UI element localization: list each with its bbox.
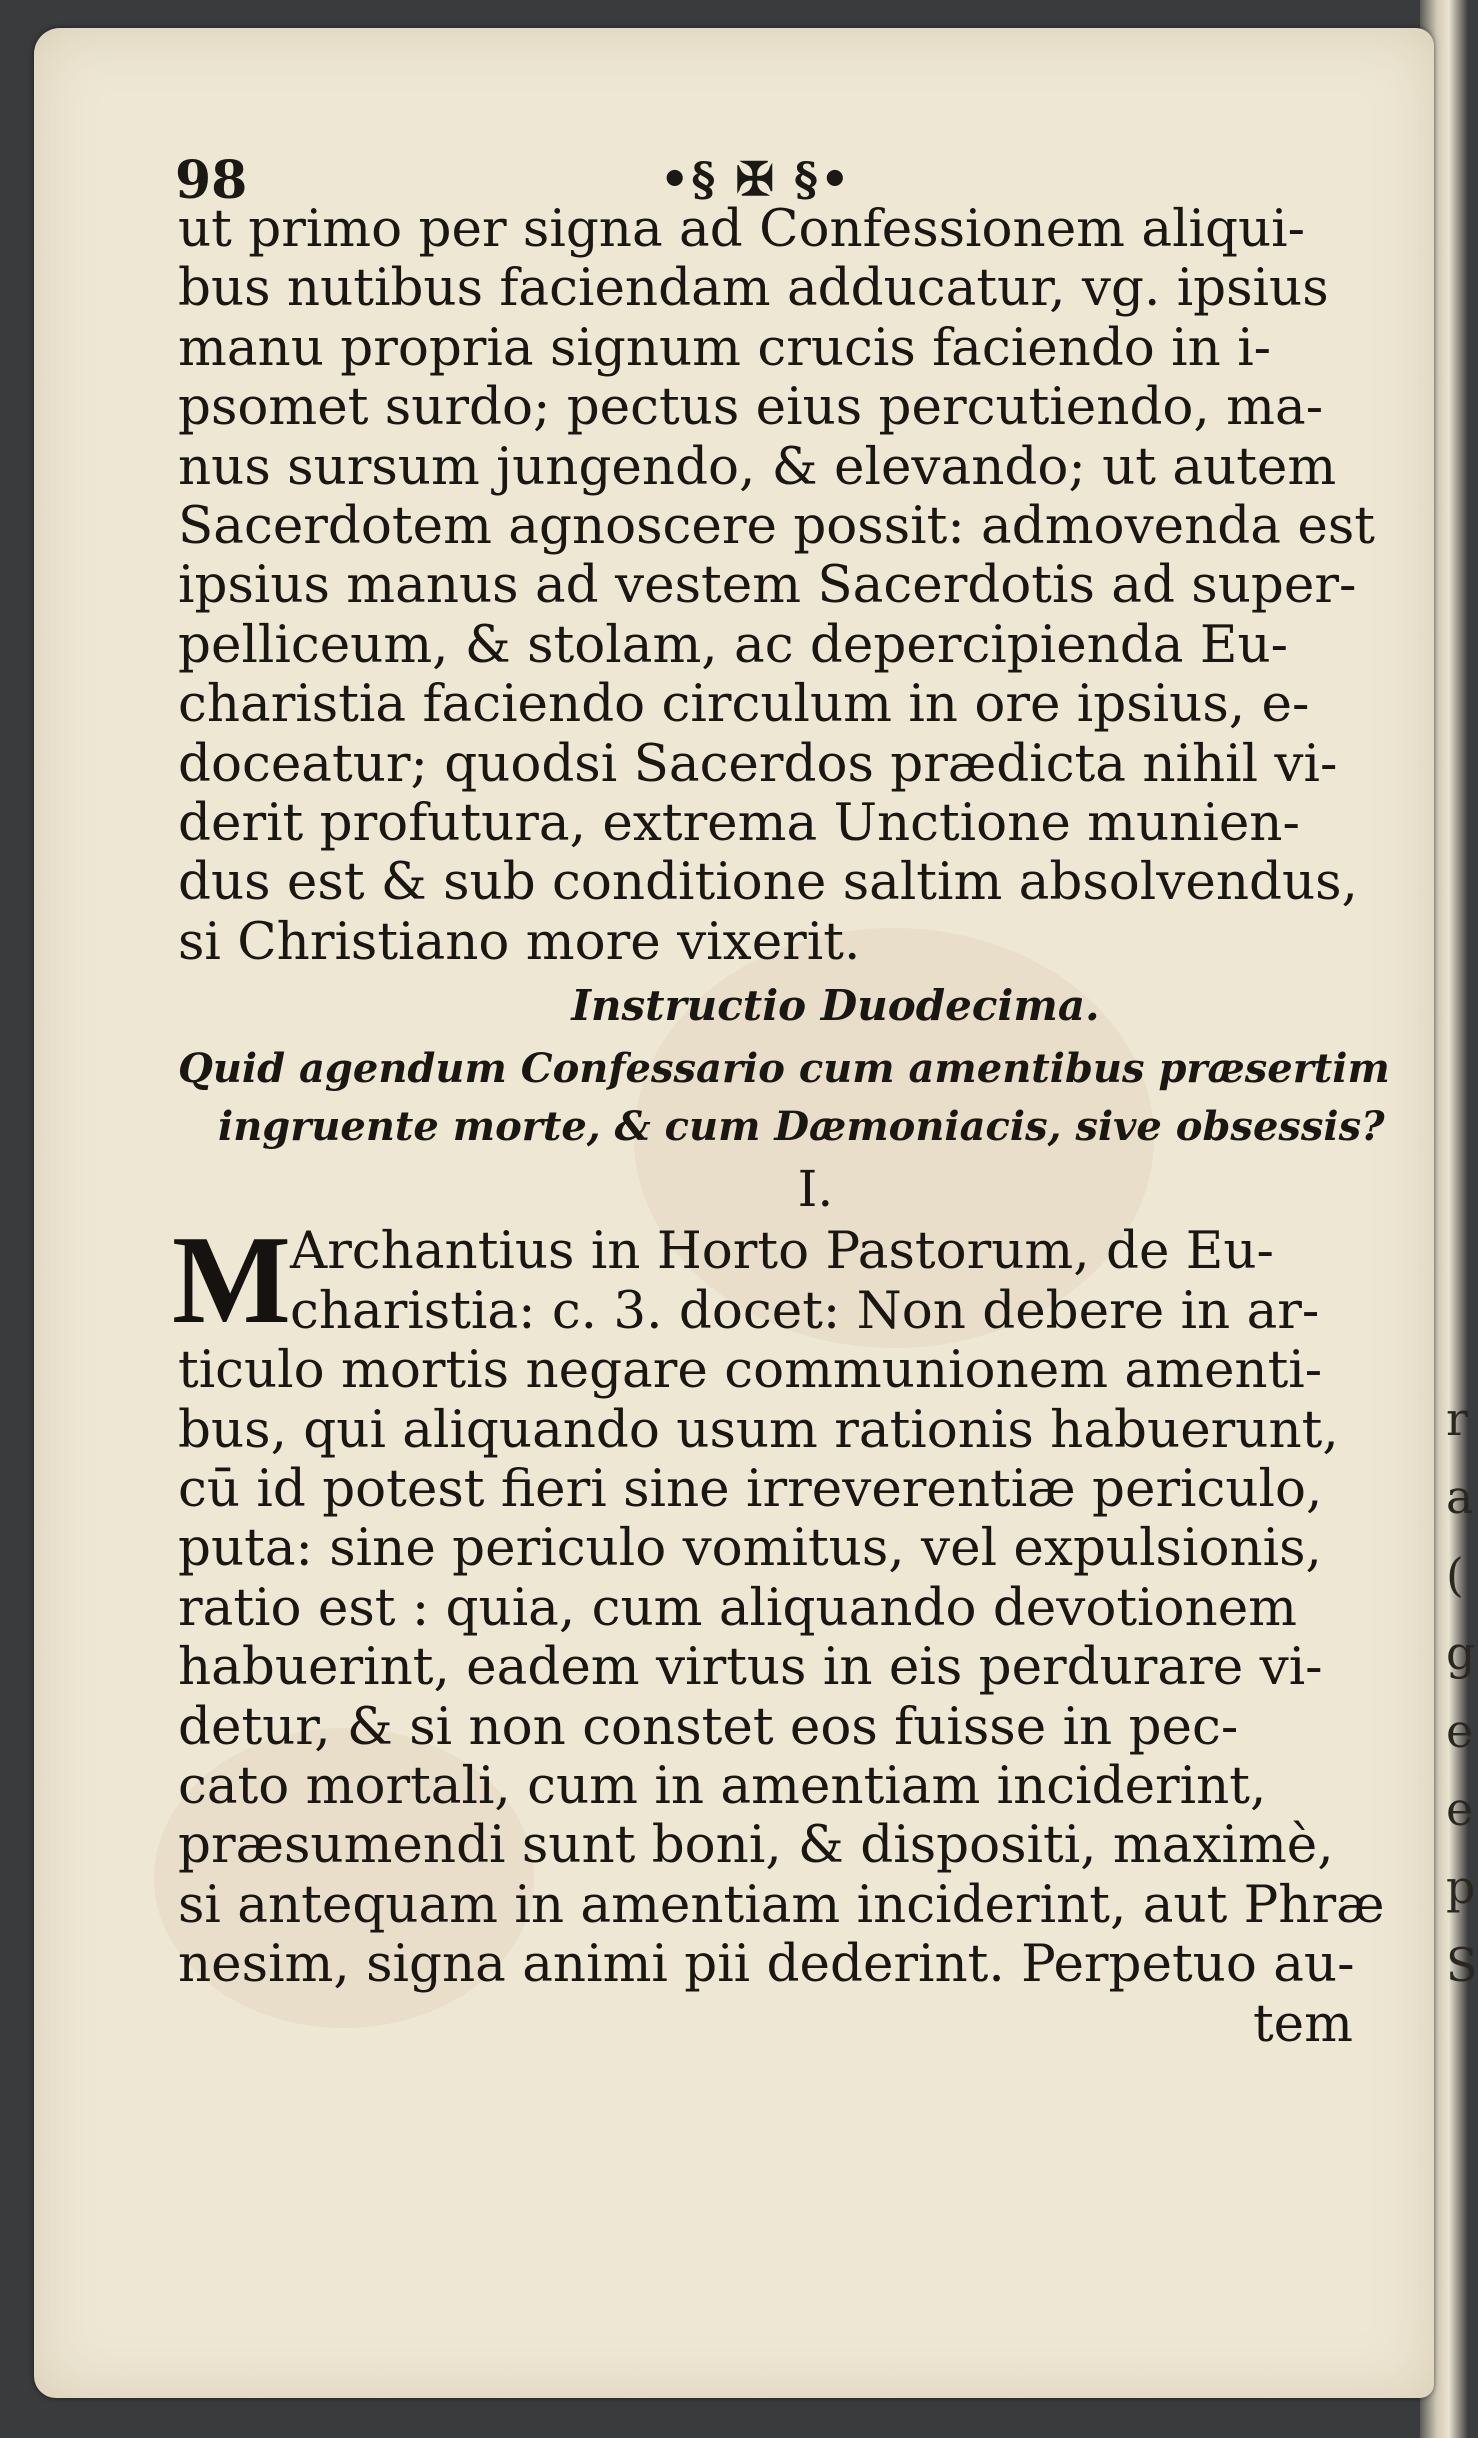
fragment-letter: e: [1446, 1704, 1474, 1758]
text-line: dus est & sub conditione saltim absolvendus,: [178, 852, 1358, 913]
ornament-icon: •§ ✠ §•: [660, 152, 852, 206]
section-number: I.: [797, 1160, 834, 1219]
paragraph-2: [172, 1211, 1413, 1995]
next-page-fragment: [1446, 1380, 1478, 2080]
text-line: cū id potest fieri sine irreverentiæ periculo,: [178, 1458, 1323, 1519]
text-line: si antequam in amentiam inciderint, aut Phræ: [178, 1874, 1385, 1935]
fragment-letter: g: [1446, 1626, 1476, 1680]
text-line: si Christiano more vixerit.: [178, 911, 861, 972]
question-line: ingruente morte, & cum Dæmoniacis, sive obsessis?: [218, 1103, 1385, 1151]
text-line: cato mortali, cum in amentiam inciderint,: [178, 1755, 1267, 1816]
page-number: 98: [175, 150, 248, 211]
fragment-letter: a: [1446, 1470, 1474, 1524]
text-line: bus nutibus faciendam adducatur, vg. ipsius: [178, 258, 1329, 319]
instruction-title: Instructio Duodecima.: [571, 981, 1100, 1031]
question-heading: [178, 1040, 1413, 1156]
text-line: ticulo mortis negare communionem amenti-: [178, 1340, 1323, 1401]
text-line: Archantius in Horto Pastorum, de Eu-: [290, 1221, 1274, 1282]
text-line: nus sursum jungendo, & elevando; ut autem: [178, 436, 1337, 497]
text-line: detur, & si non constet eos fuisse in pec-: [178, 1696, 1239, 1757]
text-line: charistia: c. 3. docet: Non debere in ar-: [290, 1280, 1320, 1341]
question-line: Quid agendum Confessario cum amentibus præsertim: [178, 1045, 1390, 1093]
text-line: puta: sine periculo vomitus, vel expulsionis,: [178, 1518, 1322, 1579]
catchword: tem: [1252, 1993, 1353, 2054]
text-line: ratio est : quia, cum aliquando devotionem: [178, 1577, 1298, 1638]
text-line: Sacerdotem agnoscere possit: admovenda est: [178, 496, 1375, 557]
fragment-letter: S: [1446, 1938, 1478, 1992]
text-line: habuerint, eadem virtus in eis perdurare vi-: [178, 1637, 1323, 1698]
text-line: ipsius manus ad vestem Sacerdotis ad super-: [178, 555, 1357, 616]
text-line: nesim, signa animi pii dederint. Perpetuo au-: [178, 1934, 1355, 1995]
text-line: psomet surdo; pectus eius percutiendo, ma-: [178, 377, 1324, 438]
text-line: bus, qui aliquando usum rationis habuerunt,: [178, 1399, 1339, 1460]
text-line: præsumendi sunt boni, & dispositi, maximè,: [178, 1815, 1334, 1876]
text-line: charistia faciendo circulum in ore ipsius, e-: [178, 674, 1310, 735]
fragment-letter: p: [1446, 1860, 1476, 1914]
text-line: pelliceum, & stolam, ac depercipienda Eu-: [178, 614, 1289, 675]
paragraph-1: [178, 200, 1413, 972]
text-line: ut primo per signa ad Confessionem aliqui-: [178, 199, 1306, 259]
fragment-letter: (: [1446, 1548, 1464, 1602]
text-line: doceatur; quodsi Sacerdos prædicta nihil vi-: [178, 733, 1338, 794]
body-text: [172, 199, 1413, 2054]
fragment-letter: r: [1446, 1392, 1468, 1446]
drop-cap: M: [172, 1211, 291, 1351]
fragment-letter: e: [1446, 1782, 1474, 1836]
text-line: manu propria signum crucis faciendo in i-: [178, 317, 1272, 378]
text-line: derit profutura, extrema Unctione munien-: [178, 793, 1300, 854]
